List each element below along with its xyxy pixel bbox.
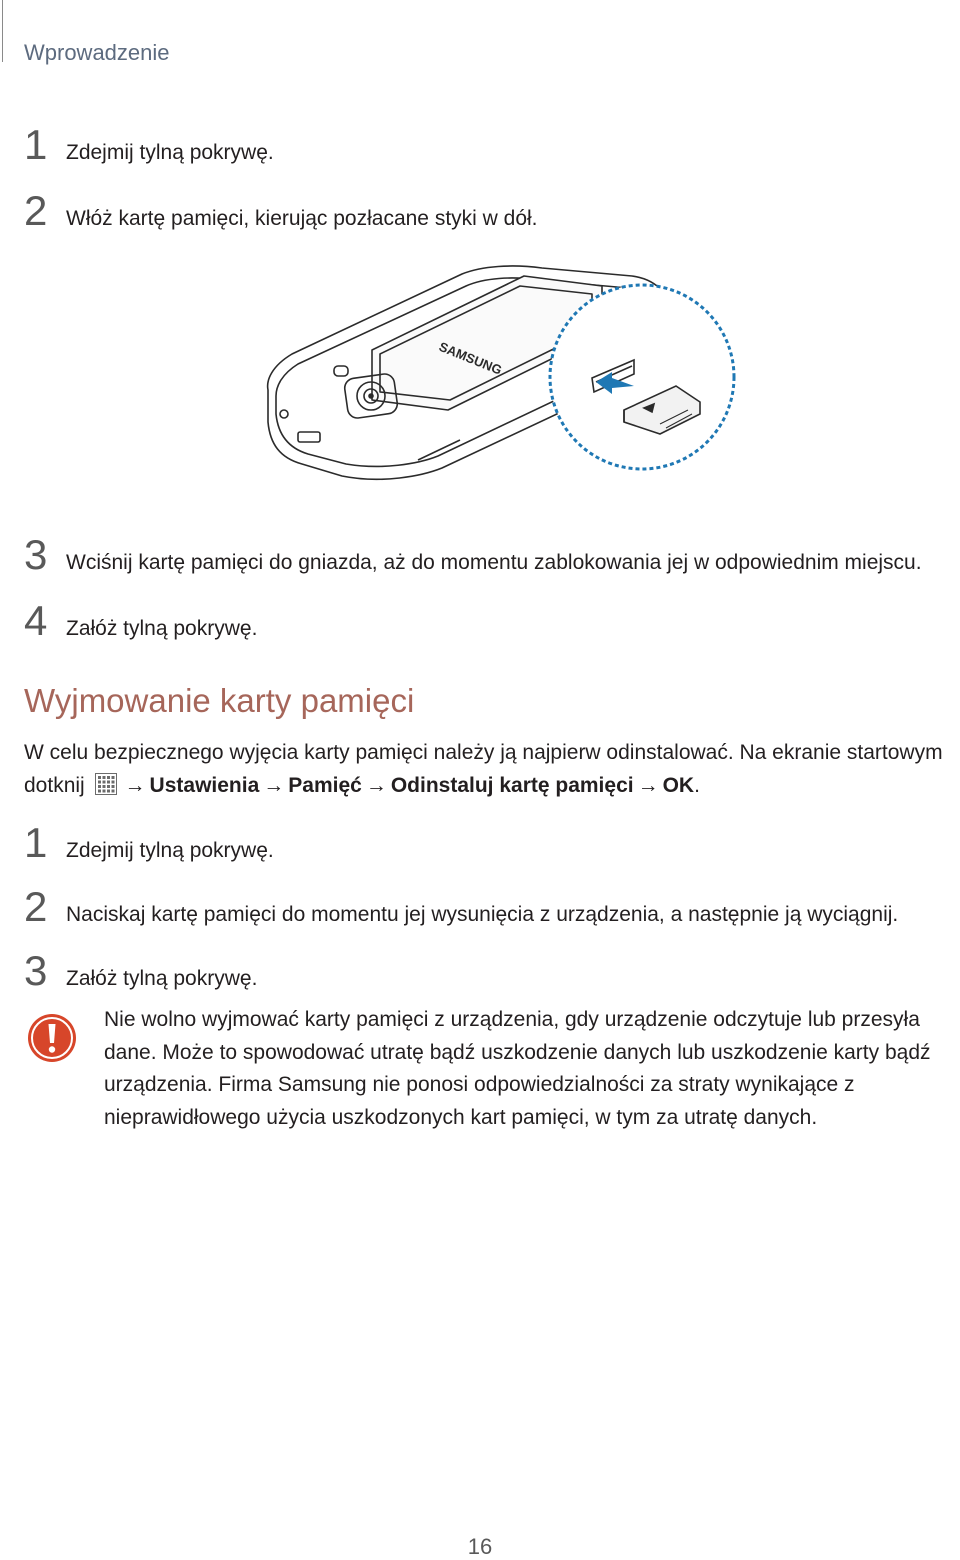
step-number: 3	[24, 947, 48, 994]
step-number: 3	[24, 531, 48, 578]
step-text: Wciśnij kartę pamięci do gniazda, aż do momentu zablokowania jej w odpowiednim miejscu.	[66, 551, 922, 574]
step-item	[24, 187, 538, 234]
step-text: Zdejmij tylną pokrywę.	[66, 141, 274, 164]
step-item	[24, 531, 922, 578]
phone-sd-card-illustration	[262, 262, 740, 482]
brand-text: SAMSUNG	[436, 338, 505, 378]
step-text: Zdejmij tylną pokrywę.	[66, 839, 274, 862]
arrow-icon: →	[365, 774, 387, 797]
step-number: 2	[24, 187, 48, 234]
zoom-circle	[550, 285, 734, 469]
intro-text: W celu bezpiecznego wyjęcia karty pamięci należy ją najpierw odinstalować. Na ekranie startowym dotknij	[24, 741, 943, 797]
step-number: 4	[24, 597, 48, 644]
section-header: Wprowadzenie	[24, 40, 170, 65]
warning-icon	[26, 1012, 78, 1064]
page-number: 16	[467, 1534, 493, 1559]
step-number: 1	[24, 121, 48, 168]
path-unmount: Odinstaluj kartę pamięci	[390, 774, 634, 797]
step-item	[24, 597, 258, 644]
step-item	[24, 947, 258, 994]
step-text: Załóż tylną pokrywę.	[66, 617, 258, 640]
arrow-icon: →	[124, 774, 146, 797]
path-storage: Pamięć	[288, 774, 362, 797]
apps-grid-icon	[95, 773, 117, 795]
intro-end: .	[694, 774, 700, 797]
step-number: 2	[24, 883, 48, 930]
arrow-icon: →	[263, 774, 285, 797]
step-number: 1	[24, 819, 48, 866]
step-item	[24, 883, 899, 930]
step-item	[24, 121, 274, 168]
warning-text: Nie wolno wyjmować karty pamięci z urządzenia, gdy urządzenie odczytuje lub przesyła dane. Może to spowodować utratę bądź uszkodzenie danych lub uszkodzenie karty bądź urządzenia. Firma Samsung nie ponosi odpowiedzialności za straty wynikające z nieprawidłowego użycia uszkodzonych kart pamięci, w tym za utratę danych.	[104, 1008, 931, 1129]
path-settings: Ustawienia	[149, 774, 260, 797]
step-text: Naciskaj kartę pamięci do momentu jej wysunięcia z urządzenia, a następnie ją wyciągnij.	[66, 903, 899, 926]
step-item	[24, 819, 274, 866]
step-text: Włóż kartę pamięci, kierując pozłacane styki w dół.	[66, 207, 538, 230]
step-text: Załóż tylną pokrywę.	[66, 967, 258, 990]
arrow-icon: →	[637, 774, 659, 797]
section-title: Wyjmowanie karty pamięci	[24, 682, 415, 719]
margin-rule	[2, 0, 3, 62]
path-ok: OK	[662, 774, 695, 797]
intro-paragraph	[24, 736, 959, 802]
